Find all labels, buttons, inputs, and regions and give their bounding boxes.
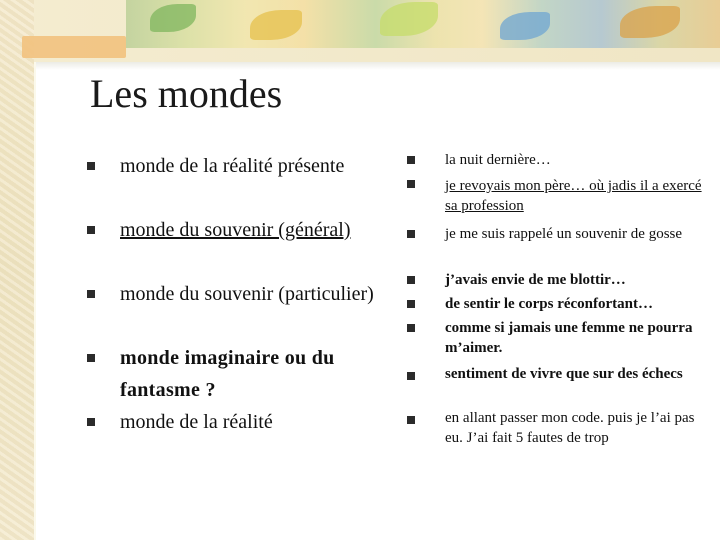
- bullet-square-icon: [87, 226, 95, 234]
- list-item-text: de sentir le corps réconfortant…: [445, 296, 654, 312]
- bullet-square-icon: [407, 416, 415, 424]
- list-item-text: j’avais envie de me blottir…: [445, 272, 626, 288]
- right-bullet-list: [445, 148, 710, 452]
- bullet-square-icon: [407, 230, 415, 238]
- list-item: [445, 268, 710, 292]
- list-item-text: je revoyais mon père… où jadis il a exercé sa profession: [445, 178, 702, 214]
- list-item: [445, 172, 710, 222]
- bullet-square-icon: [87, 354, 95, 362]
- slide-title: Les mondes: [90, 71, 283, 116]
- list-item-text: monde imaginaire ou du fantasme ?: [120, 347, 335, 401]
- bullet-square-icon: [87, 290, 95, 298]
- list-item-text: sentiment de vivre que sur des échecs: [445, 366, 683, 382]
- bullet-square-icon: [407, 372, 415, 380]
- bullet-square-icon: [407, 156, 415, 164]
- list-item: [445, 222, 710, 268]
- bullet-square-icon: [87, 418, 95, 426]
- bullet-square-icon: [87, 162, 95, 170]
- list-item: [445, 364, 710, 408]
- bullet-square-icon: [407, 324, 415, 332]
- list-item: [445, 316, 710, 364]
- list-item-text: monde du souvenir (particulier): [120, 283, 374, 305]
- left-bullet-list: [120, 150, 390, 438]
- list-item: [445, 148, 710, 172]
- slide-shadow: [36, 62, 720, 70]
- list-item: [120, 406, 390, 438]
- list-item: [445, 408, 710, 452]
- list-item: [120, 150, 390, 214]
- list-item: [445, 292, 710, 316]
- list-item: [120, 214, 390, 278]
- bullet-square-icon: [407, 180, 415, 188]
- list-item: [120, 278, 390, 342]
- list-item-text: monde du souvenir (général): [120, 219, 351, 241]
- list-item-text: en allant passer mon code. puis je l’ai pas eu. J’ai fait 5 fautes de trop: [445, 410, 695, 446]
- list-item-text: je me suis rappelé un souvenir de gosse: [445, 226, 683, 242]
- list-item-text: la nuit dernière…: [445, 152, 551, 168]
- orange-accent-bar: [22, 36, 126, 58]
- bullet-square-icon: [407, 300, 415, 308]
- list-item-text: monde de la réalité: [120, 411, 273, 433]
- list-item-text: comme si jamais une femme ne pourra m’aimer.: [445, 320, 693, 356]
- list-item: [120, 342, 390, 406]
- left-decorative-band: [0, 0, 34, 540]
- list-item-text: monde de la réalité présente: [120, 155, 345, 177]
- bullet-square-icon: [407, 276, 415, 284]
